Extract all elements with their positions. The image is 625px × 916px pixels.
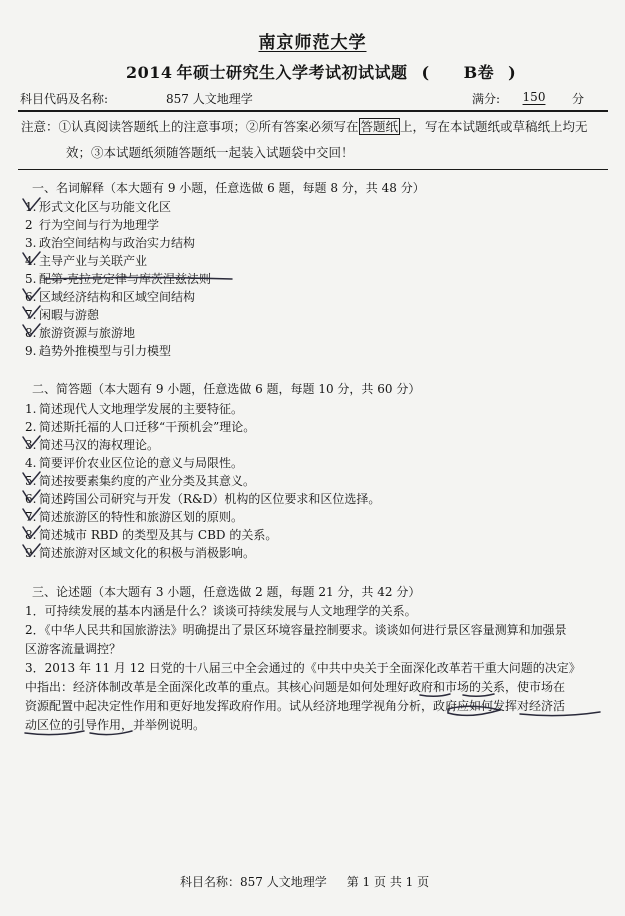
item-text: 旅游资源与旅游地 (39, 326, 136, 340)
section-1-heading: 一、名词解释（本大题有 9 小题，任意选做 6 题，每题 8 分，共 48 分） (32, 181, 425, 195)
item-number: 1. (25, 200, 37, 214)
list-item (25, 199, 171, 215)
item-text: 简述现代人文地理学发展的主要特征。 (39, 402, 244, 416)
full-score-unit: 分 (572, 92, 585, 106)
page-footer (180, 873, 429, 890)
notice-line-1 (21, 117, 588, 135)
notice-text-a: 注意：①认真阅读答题纸上的注意事项；②所有答案必须写在 (21, 119, 359, 134)
subject-meta-row (20, 88, 605, 110)
item-text: 趋势外推模型与引力模型 (39, 344, 172, 358)
item-number: 5. (25, 272, 37, 286)
item-number: 5. (25, 474, 37, 488)
item-number: 2. (25, 420, 37, 434)
item-text: 简述马汉的海权理论。 (39, 438, 160, 452)
essay-line: 动区位的引导作用，并举例说明。 (25, 718, 206, 732)
exam-year: 2014 (126, 63, 173, 82)
item-number: 9. (25, 344, 37, 358)
item-text: 配第-克拉克定律与库茨涅兹法则 (39, 272, 212, 286)
item-number: 7. (25, 308, 37, 322)
list-item (25, 545, 255, 561)
list-item (25, 235, 195, 251)
essay-line: 中指出：经济体制改革是全面深化改革的重点。其核心问题是如何处理好政府和市场的关系，使市场在 (25, 680, 566, 694)
list-item (25, 307, 99, 323)
section-3-heading: 三、论述题（本大题有 3 小题，任意选做 2 题，每题 21 分，共 42 分） (32, 585, 421, 599)
item-text: 闲暇与游憩 (39, 308, 100, 322)
list-item (25, 343, 171, 359)
list-item (25, 437, 159, 453)
item-number: 4. (25, 254, 37, 268)
item-number: 8. (25, 528, 37, 542)
essay-line: 2．《中华人民共和国旅游法》明确提出了景区环境容量控制要求。谈谈如何进行景区容量测算和加强景 (25, 623, 567, 637)
full-score-label: 满分: (472, 92, 501, 106)
essay-line: 1．可持续发展的基本内涵是什么？谈谈可持续发展与人文地理学的关系。 (25, 604, 417, 618)
exam-title-main: 年硕士研究生入学考试初试试题 (176, 63, 408, 82)
list-item (25, 401, 243, 417)
footer-subject: 科目名称：857 人文地理学 (180, 875, 327, 889)
item-text: 简述按要素集约度的产业分类及其意义。 (39, 474, 256, 488)
item-number: 8. (25, 326, 37, 340)
list-item (25, 491, 380, 507)
item-text: 简述旅游区的特性和旅游区划的原则。 (39, 510, 244, 524)
list-item (25, 289, 195, 305)
footer-page-number: 第 1 页 共 1 页 (346, 875, 430, 889)
item-text: 行为空间与行为地理学 (39, 218, 160, 232)
list-item (25, 217, 159, 233)
paren-open: ( (421, 63, 430, 82)
item-text: 形式文化区与功能文化区 (39, 200, 172, 214)
notice-text-b: 上，写在本试题纸或草稿纸上均无 (400, 119, 588, 134)
item-number: 2 (25, 218, 33, 232)
notice-line-2: 效；③本试题纸须随答题纸一起装入试题袋中交回！ (66, 145, 354, 160)
header-divider (18, 110, 608, 112)
item-number: 7. (25, 510, 37, 524)
university-name: 南京师范大学 (258, 33, 367, 53)
item-text: 简述旅游对区域文化的积极与消极影响。 (39, 546, 256, 560)
item-text: 政治空间结构与政治实力结构 (39, 236, 196, 250)
subject-code-value: 857 人文地理学 (166, 92, 253, 106)
list-item (25, 271, 211, 287)
list-item (25, 509, 243, 525)
exam-version: B卷 (463, 63, 495, 82)
list-item (25, 253, 147, 269)
list-item (25, 419, 255, 435)
item-number: 3. (25, 236, 37, 250)
item-text: 区域经济结构和区域空间结构 (39, 290, 196, 304)
list-item (25, 527, 277, 543)
item-number: 6. (25, 290, 37, 304)
item-text: 主导产业与关联产业 (39, 254, 148, 268)
item-number: 1. (25, 402, 37, 416)
item-number: 6. (25, 492, 37, 506)
exam-title (126, 60, 516, 83)
item-number: 9. (25, 546, 37, 560)
list-item (25, 455, 243, 471)
notice-divider (18, 169, 608, 170)
item-text: 简述斯托福的人口迁移“干预机会”理论。 (39, 420, 256, 434)
item-text: 简述城市 RBD 的类型及其与 CBD 的关系。 (39, 528, 278, 542)
essay-line: 3．2013 年 11 月 12 日党的十八届三中全会通过的《中共中央关于全面深化改革若干重大问题的决定》 (25, 661, 581, 675)
subject-code-label: 科目代码及名称: (20, 92, 109, 106)
item-number: 4. (25, 456, 37, 470)
item-number: 3. (25, 438, 37, 452)
item-text: 简要评价农业区位论的意义与局限性。 (39, 456, 244, 470)
item-text: 简述跨国公司研究与开发（R&D）机构的区位要求和区位选择。 (39, 492, 381, 506)
answer-sheet-boxed: 答题纸 (360, 119, 399, 134)
list-item (25, 325, 135, 341)
section-2-heading: 二、简答题（本大题有 9 小题，任意选做 6 题，每题 10 分，共 60 分） (32, 382, 421, 396)
essay-line: 资源配置中起决定性作用和更好地发挥政府作用。试从经济地理学视角分析，政府应如何发挥对经济活 (25, 699, 566, 713)
full-score-value: 150 (522, 90, 546, 104)
essay-line: 区游客流量调控？ (25, 642, 122, 656)
paren-close: ) (508, 63, 517, 82)
list-item (25, 473, 255, 489)
